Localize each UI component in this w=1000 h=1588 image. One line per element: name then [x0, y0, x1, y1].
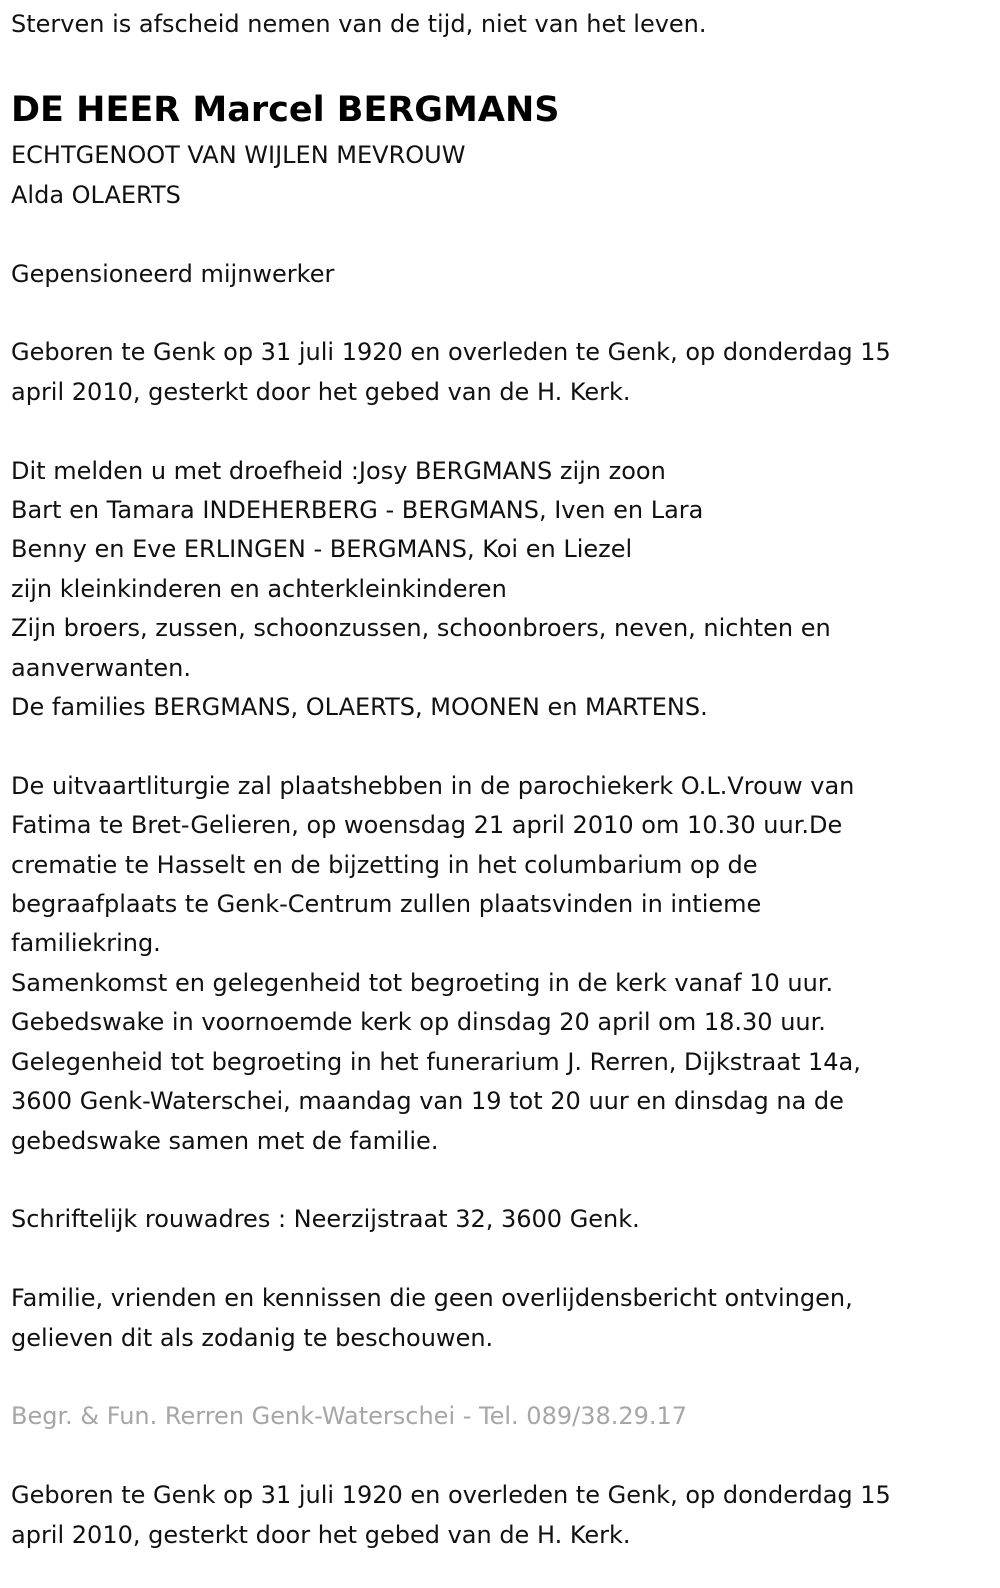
paragraph-line: begraafplaats te Genk-Centrum zullen plaatsvinden in intieme [11, 890, 762, 919]
paragraph-line: gebedswake samen met de familie. [11, 1126, 439, 1155]
paragraph-line: aanverwanten. [11, 653, 192, 682]
funeral-paragraph [11, 767, 986, 1161]
spacer [11, 412, 986, 451]
paragraph-line: familiekring. [11, 929, 161, 958]
occupation: Gepensioneerd mijnwerker [11, 259, 335, 288]
paragraph-line: zijn kleinkinderen en achterkleinkinderen [11, 574, 507, 603]
paragraph-line: Benny en Eve ERLINGEN - BERGMANS, Koi en Liezel [11, 535, 633, 564]
paragraph-line: Dit melden u met droefheid :Josy BERGMANS zijn zoon [11, 456, 666, 485]
spacer [11, 1240, 986, 1279]
paragraph-line: Bart en Tamara INDEHERBERG - BERGMANS, Iven en Lara [11, 496, 704, 525]
spacer [11, 215, 986, 254]
paragraph-line: Fatima te Bret-Gelieren, op woensdag 21 april 2010 om 10.30 uur.De [11, 811, 843, 840]
paragraph-line: De uitvaartliturgie zal plaatshebben in de parochiekerk O.L.Vrouw van [11, 771, 855, 800]
notice-paragraph [11, 1279, 986, 1358]
paragraph-line: gelieven dit als zodanig te beschouwen. [11, 1323, 494, 1352]
paragraph-line: Samenkomst en gelegenheid tot begroeting in de kerk vanaf 10 uur. [11, 968, 834, 997]
paragraph-line: Zijn broers, zussen, schoonzussen, schoonbroers, neven, nichten en [11, 614, 831, 643]
paragraph-line: april 2010, gesterkt door het gebed van de H. Kerk. [11, 377, 631, 406]
spacer [11, 1161, 986, 1200]
spacer [11, 1437, 986, 1476]
spacer [11, 727, 986, 766]
quote-text: Sterven is afscheid nemen van de tijd, niet van het leven. [11, 10, 707, 38]
spouse-line-1: ECHTGENOOT VAN WIJLEN MEVROUW [11, 141, 466, 170]
paragraph-line: 3600 Genk-Waterschei, maandag van 19 tot 20 uur en dinsdag na de [11, 1087, 844, 1116]
paragraph-line: Familie, vrienden en kennissen die geen overlijdensbericht ontvingen, [11, 1284, 853, 1313]
born-died-repeat-paragraph [11, 1476, 986, 1555]
paragraph-line: De families BERGMANS, OLAERTS, MOONEN en MARTENS. [11, 693, 708, 722]
paragraph-line: Gebedswake in voornoemde kerk op dinsdag 20 april om 18.30 uur. [11, 1008, 826, 1037]
paragraph-line: Geboren te Genk op 31 juli 1920 en overleden te Genk, op donderdag 15 [11, 338, 891, 367]
obituary-document [11, 0, 986, 1555]
spacer [11, 294, 986, 333]
paragraph-line: crematie te Hasselt en de bijzetting in het columbarium op de [11, 850, 758, 879]
paragraph-line: Gelegenheid tot begroeting in het funerarium J. Rerren, Dijkstraat 14a, [11, 1047, 861, 1076]
family-paragraph [11, 452, 986, 728]
spacer [11, 1358, 986, 1397]
paragraph-line: april 2010, gesterkt door het gebed van de H. Kerk. [11, 1520, 631, 1549]
paragraph-line: Geboren te Genk op 31 juli 1920 en overleden te Genk, op donderdag 15 [11, 1481, 891, 1510]
spouse-line-2: Alda OLAERTS [11, 180, 181, 209]
deceased-name: DE HEER Marcel BERGMANS [11, 90, 560, 131]
undertaker-info: Begr. & Fun. Rerren Genk-Waterschei - Tel. 089/38.29.17 [11, 1402, 688, 1431]
mourning-address: Schriftelijk rouwadres : Neerzijstraat 32, 3600 Genk. [11, 1205, 640, 1234]
born-died-paragraph [11, 333, 986, 412]
